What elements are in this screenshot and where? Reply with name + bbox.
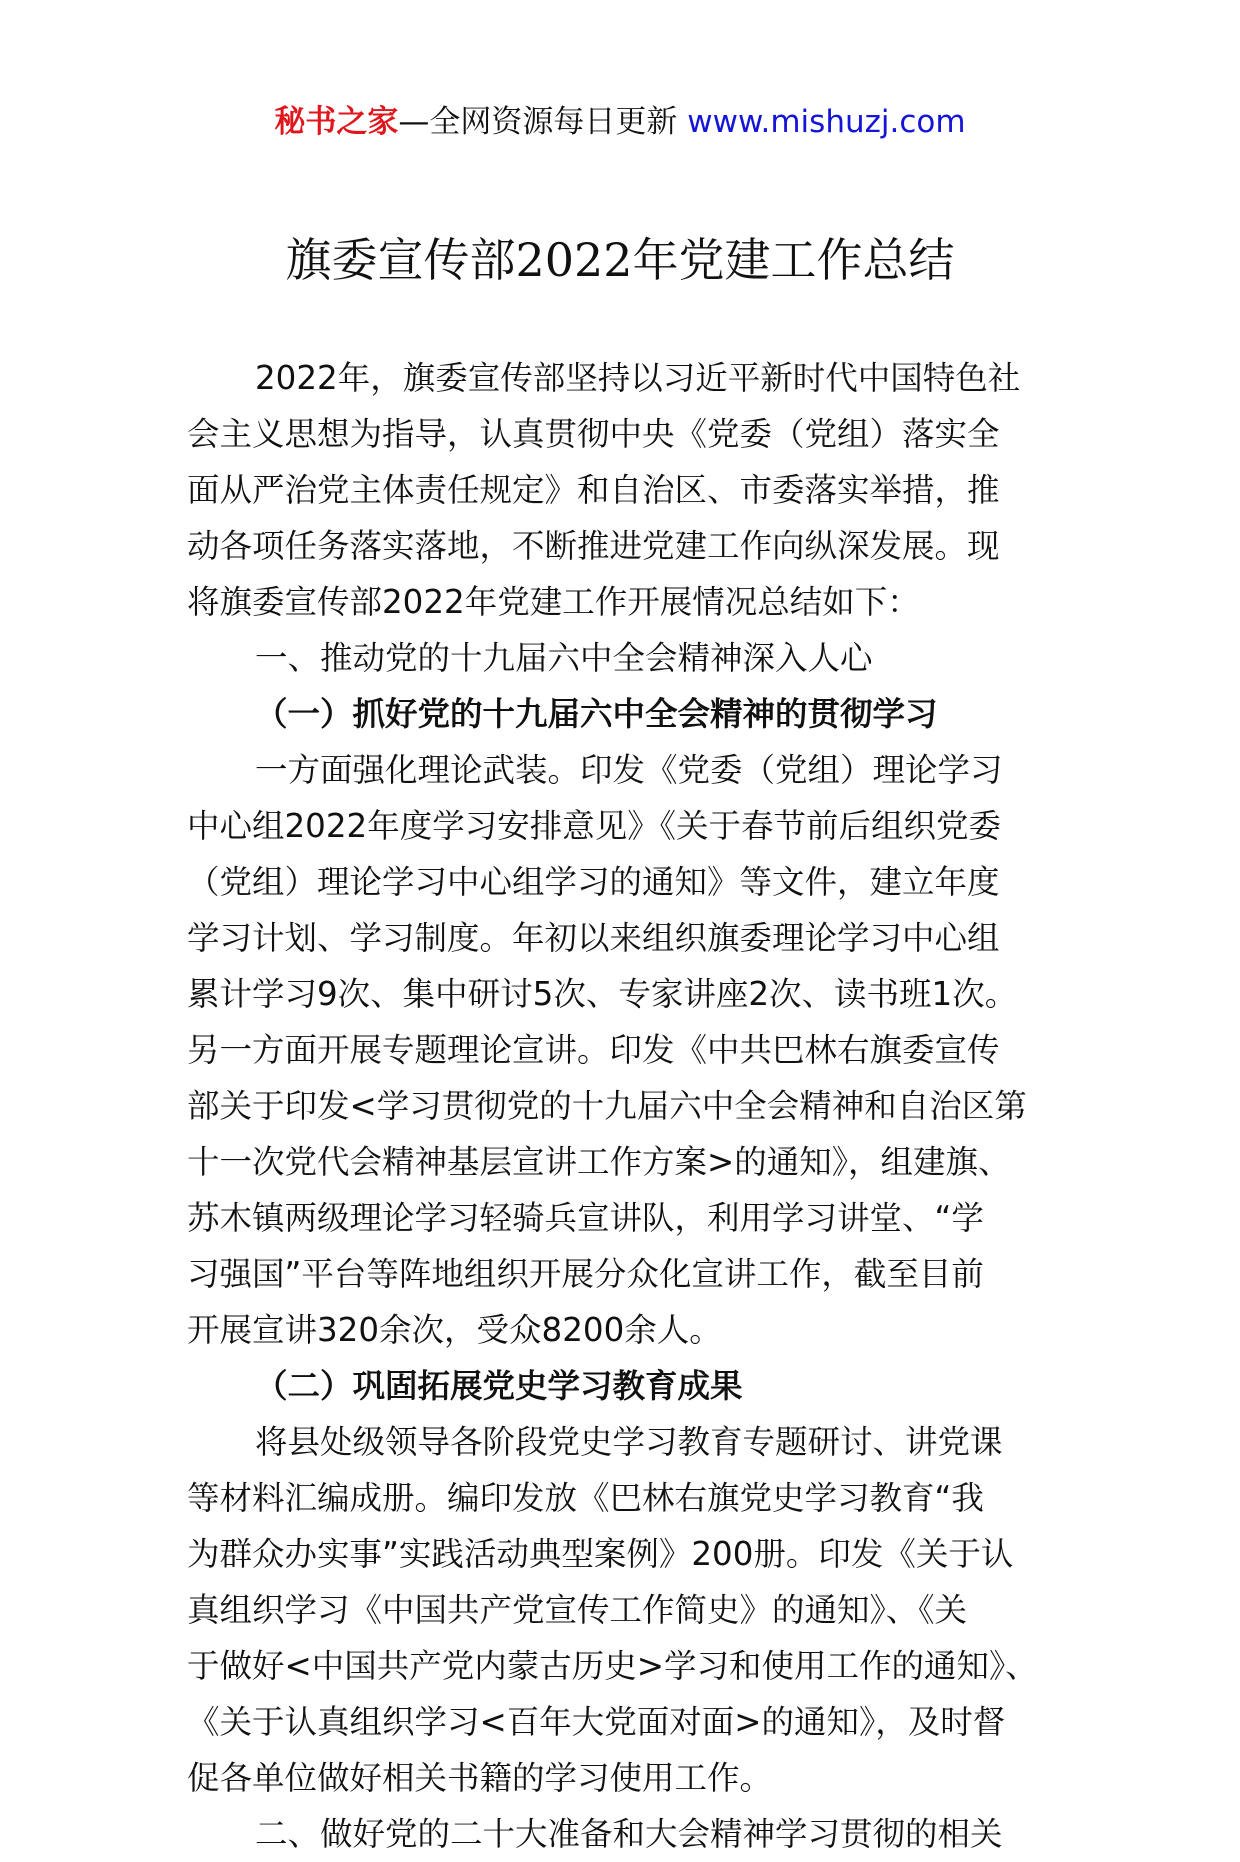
paragraph-line: 部关于印发<学习贯彻党的十九届六中全会精神和自治区第 bbox=[187, 1087, 1027, 1125]
paragraph-line: 面从严治党主体责任规定》和自治区、市委落实举措，推 bbox=[187, 471, 1000, 509]
subsection-heading: （二）巩固拓展党史学习教育成果 bbox=[255, 1367, 743, 1405]
paragraph-line: 一方面强化理论武装。印发《党委（党组）理论学习 bbox=[255, 751, 1003, 789]
document-body bbox=[187, 350, 1057, 1862]
brand-name: 秘书之家 bbox=[274, 104, 399, 140]
section-heading: 一、推动党的十九届六中全会精神深入人心 bbox=[255, 639, 873, 677]
paragraph-line: 十一次党代会精神基层宣讲工作方案>的通知》，组建旗、 bbox=[187, 1143, 1011, 1181]
paragraph-line: 另一方面开展专题理论宣讲。印发《中共巴林右旗委宣传 bbox=[187, 1031, 1000, 1069]
paragraph-line: 于做好<中国共产党内蒙古历史>学习和使用工作的通知》、 bbox=[187, 1647, 1038, 1685]
paragraph-line: 动各项任务落实落地，不断推进党建工作向纵深发展。现 bbox=[187, 527, 1000, 565]
header-tagline: —全网资源每日更新 bbox=[398, 104, 678, 140]
paragraph-line: 《关于认真组织学习<百年大党面对面>的通知》，及时督 bbox=[187, 1703, 1006, 1741]
section-heading: 二、做好党的二十大准备和大会精神学习贯彻的相关 bbox=[255, 1815, 1003, 1853]
paragraph-line: 中心组2022年度学习安排意见》《关于春节前后组织党委 bbox=[187, 807, 1001, 845]
site-url-link[interactable]: www.mishuzj.com bbox=[687, 104, 966, 140]
paragraph-line: 2022年，旗委宣传部坚持以习近平新时代中国特色社 bbox=[255, 359, 1021, 397]
paragraph-line: 苏木镇两级理论学习轻骑兵宣讲队，利用学习讲堂、“学 bbox=[187, 1199, 984, 1237]
document-title: 旗委宣传部2022年党建工作总结 bbox=[285, 233, 955, 287]
paragraph-line: （党组）理论学习中心组学习的通知》等文件，建立年度 bbox=[187, 863, 1000, 901]
site-header bbox=[0, 102, 1240, 142]
subsection-heading: （一）抓好党的十九届六中全会精神的贯彻学习 bbox=[255, 695, 938, 733]
paragraph-line: 为群众办实事”实践活动典型案例》200册。印发《关于认 bbox=[187, 1535, 1014, 1573]
paragraph-line: 会主义思想为指导，认真贯彻中央《党委（党组）落实全 bbox=[187, 415, 1000, 453]
paragraph-line: 将县处级领导各阶段党史学习教育专题研讨、讲党课 bbox=[255, 1423, 1003, 1461]
paragraph-line: 将旗委宣传部2022年党建工作开展情况总结如下： bbox=[187, 583, 920, 621]
paragraph-line: 累计学习9次、集中研讨5次、专家讲座2次、读书班1次。 bbox=[187, 975, 1018, 1013]
paragraph-line: 真组织学习《中国共产党宣传工作简史》的通知》、《关 bbox=[187, 1591, 968, 1629]
paragraph-line: 习强国”平台等阵地组织开展分众化宣讲工作，截至目前 bbox=[187, 1255, 984, 1293]
paragraph-line: 开展宣讲320余次，受众8200余人。 bbox=[187, 1311, 722, 1349]
paragraph-line: 促各单位做好相关书籍的学习使用工作。 bbox=[187, 1759, 773, 1797]
paragraph-line: 学习计划、学习制度。年初以来组织旗委理论学习中心组 bbox=[187, 919, 1000, 957]
paragraph-line: 等材料汇编成册。编印发放《巴林右旗党史学习教育“我 bbox=[187, 1479, 984, 1517]
